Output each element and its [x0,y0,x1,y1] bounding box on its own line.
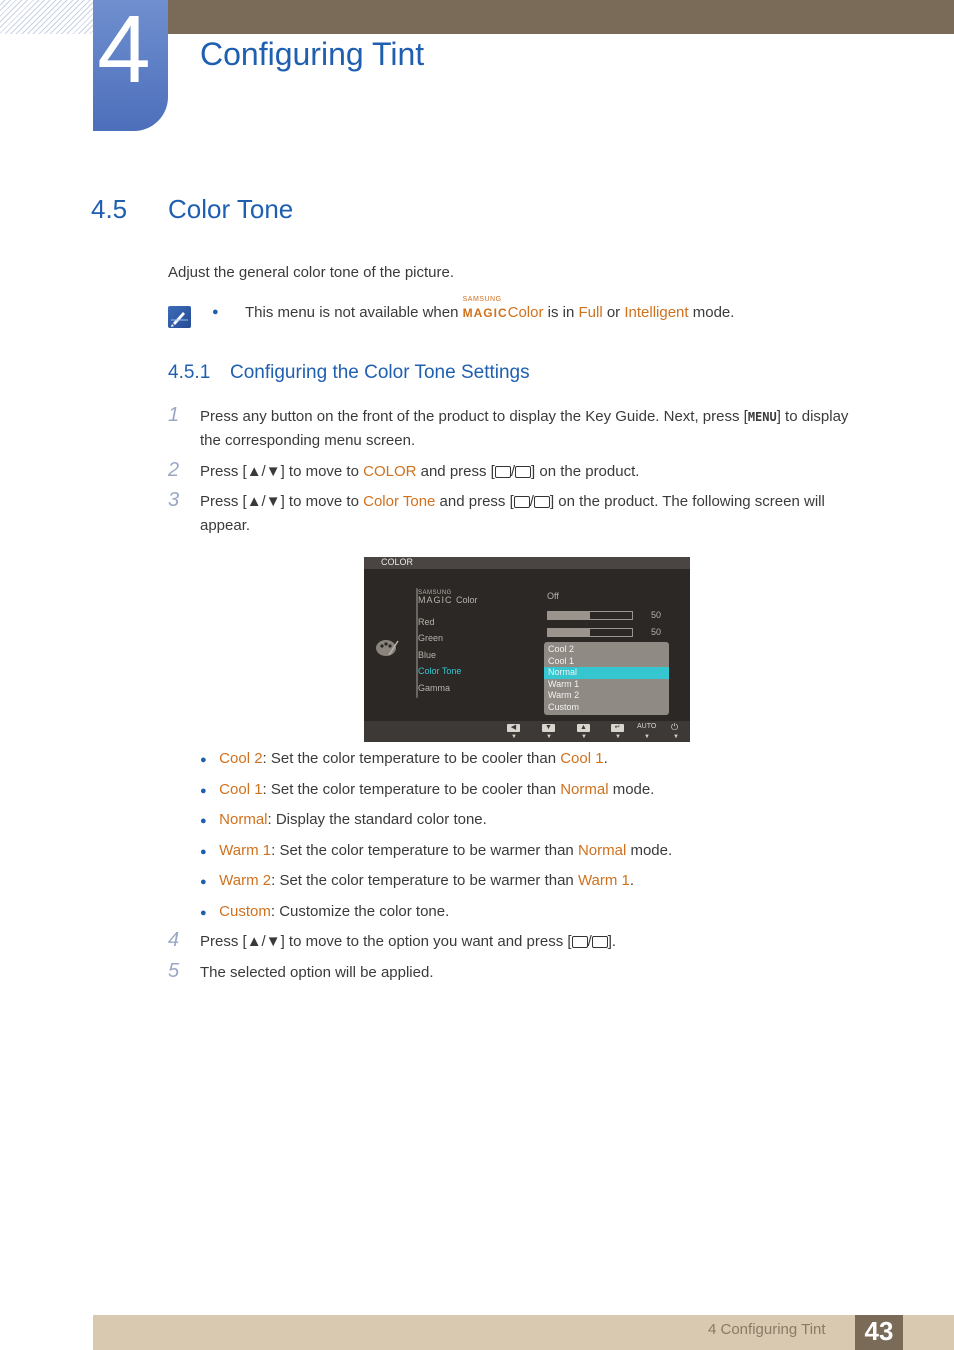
note-bullet: ● [212,306,219,318]
bullet-text: : Customize the color tone. [270,902,450,920]
list-item [200,842,672,873]
osd-indicator-icon: ▼ [546,734,552,740]
step-2-text-d: ] on the product. [531,463,640,480]
bullet-dot-icon: ● [200,906,207,919]
osd-indicator-icon: ▼ [615,734,621,740]
osd-magic-color-value: Off [547,591,559,601]
bullet-text: : Set the color temperature to be cooler than [262,780,561,798]
step-2-text-a: Press [ [200,463,247,480]
bullet-dot-icon: ● [200,876,207,889]
chapter-number: 4 [97,0,151,103]
step-1-line1 [200,408,848,425]
bullet-text: : Set the color temperature to be cooler than [262,750,561,767]
bullet-dot-icon: ● [200,784,207,797]
osd-green-bar[interactable] [547,628,633,637]
step-2-text-b: ] to move to [280,463,364,480]
osd-title: COLOR [381,557,414,567]
page-number: 43 [864,1316,894,1346]
step-3-text-a: Press [ [200,493,247,510]
bullet-dot-icon: ● [200,754,207,766]
step-3-target: Color Tone [363,493,436,510]
osd-color-tone-item[interactable]: Color Tone [418,666,462,676]
step-2-number: 2 [168,459,180,481]
osd-option-warm1[interactable]: Warm 1 [548,679,580,689]
osd-option-cool2[interactable]: Cool 2 [548,644,575,654]
bullet-term: Normal [219,811,268,829]
osd-red-bar-fill [548,612,590,619]
header-bar [168,0,954,34]
osd-power-icon[interactable]: ⏻ [671,722,679,732]
step-5-text: The selected option will be applied. [200,964,434,981]
osd-indicator-icon: ▼ [581,734,587,740]
osd-blue-item[interactable]: Blue [418,650,437,660]
step-3-text-c: and press [ [435,493,514,510]
magic-logo-bottom: MAGIC [462,306,508,320]
osd-up-arrow-icon[interactable]: ▲ [577,724,590,732]
footer-chapter-label: 4 Configuring Tint [708,1321,826,1338]
osd-magic-bottom: MAGIC [418,595,453,605]
bullet-ref: Warm 1 [577,872,630,890]
header-hatch-decoration [0,0,93,34]
source-button-icon [495,466,511,478]
bullet-ref: Normal [577,841,627,859]
up-down-arrow-icon: ▲/▼ [246,493,281,510]
list-item [200,750,672,781]
note-suffix: mode. [688,304,735,321]
step-4-text-d: ]. [607,933,617,950]
bullet-end: mode. [626,841,673,859]
list-item [200,872,672,903]
step-5-number: 5 [168,960,180,982]
bullet-dot-icon: ● [200,815,207,828]
magic-logo-top: SAMSUNG [462,296,502,303]
step-1-text-a: Press any button on the front of the product to display the Key Guide. Next, press [ [200,408,748,425]
enter-button-icon [534,496,550,508]
osd-option-warm2[interactable]: Warm 2 [548,690,580,700]
step-1-line2: the corresponding menu screen. [200,432,416,449]
osd-option-normal[interactable]: Normal [548,667,578,677]
step-1-number: 1 [168,404,180,426]
step-1-text-b: ] to display [776,408,849,425]
step-4-number: 4 [168,929,180,951]
list-item [200,781,672,812]
enter-button-icon [592,936,608,948]
step-4-text: Press [▲/▼] to move to the option you want and press [ / ]. [200,933,617,950]
bullet-term: Warm 2 [219,872,272,890]
subsection-number: 4.5.1 [168,362,211,383]
step-2-text: Press [▲/▼] to move to COLOR and press [ / ] on the product. [200,463,640,480]
note-full: Full [578,304,603,321]
osd-enter-icon[interactable]: ↵ [611,724,624,732]
bullet-ref: Normal [560,780,609,798]
osd-red-item[interactable]: Red [418,617,435,627]
step-3-text: Press [▲/▼] to move to Color Tone and press [ / ] on the product. The following screen will [200,493,825,510]
list-item [200,811,672,842]
osd-down-arrow-icon[interactable]: ▼ [542,724,555,732]
osd-red-value: 50 [651,610,662,620]
bullet-term: Cool 1 [219,780,263,798]
step-4-text-a: Press [ [200,933,247,950]
list-item [200,903,672,934]
step-2-target: COLOR [363,463,417,480]
bullet-text: : Display the standard color tone. [267,811,487,829]
bullet-term: Custom [219,902,271,920]
bullet-term: Cool 2 [219,750,263,767]
up-down-arrow-icon: ▲/▼ [246,933,281,950]
osd-green-item[interactable]: Green [418,633,444,643]
osd-red-bar[interactable] [547,611,633,620]
palette-icon [375,637,399,664]
osd-option-cool1[interactable]: Cool 1 [548,656,575,666]
osd-green-value: 50 [651,627,662,637]
step-3-text-d: ] on the product. The following screen will [549,493,825,510]
note-text [245,296,735,321]
osd-indicator-icon: ▼ [644,734,650,740]
step-2-text-c: and press [ [416,463,495,480]
note-mid2: or [602,304,625,321]
osd-gamma-item[interactable]: Gamma [418,683,451,693]
osd-magic-top: SAMSUNG [418,590,452,596]
note-prefix: This menu is not available when [245,304,463,321]
bullet-ref: Cool 1 [560,750,604,767]
subsection-title: Configuring the Color Tone Settings [230,362,530,383]
note-pencil-icon [168,306,191,328]
bullet-term: Warm 1 [219,841,272,859]
source-button-icon [514,496,530,508]
note-intelligent: Intelligent [624,304,689,321]
chapter-title: Configuring Tint [200,36,425,72]
bullet-dot-icon: ● [200,845,207,858]
section-title: Color Tone [168,194,294,224]
up-down-arrow-icon: ▲/▼ [246,463,281,480]
osd-indicator-icon: ▼ [673,734,679,740]
osd-green-bar-fill [548,629,590,636]
note-brand-word: Color [507,304,544,321]
osd-indicator-icon: ▼ [511,734,517,740]
bullet-end: mode. [608,780,655,798]
intro-text: Adjust the general color tone of the picture. [168,264,455,281]
osd-magic-word: Color [456,595,478,605]
osd-magic-color-item[interactable] [418,590,478,605]
step-3-number: 3 [168,489,180,511]
menu-key: MENU [747,410,777,424]
bullet-text: : Set the color temperature to be warmer than [271,872,578,890]
magic-color-logo [462,296,508,321]
osd-left-arrow-icon[interactable]: ◀ [507,724,520,732]
bullet-end: . [629,872,635,890]
enter-button-icon [515,466,531,478]
bullet-end: . [603,750,608,767]
osd-option-custom[interactable]: Custom [548,702,580,712]
step-3-text-b: ] to move to [280,493,364,510]
section-number: 4.5 [91,194,128,224]
step-3-line2: appear. [200,517,251,534]
osd-auto-button[interactable]: AUTO [637,723,657,730]
source-button-icon [572,936,588,948]
step-4-text-b: ] to move to the option you want and press [ [280,933,572,950]
bullet-text: : Set the color temperature to be warmer than [271,841,578,859]
note-mid1: is in [543,304,579,321]
bullet-list [200,750,672,934]
